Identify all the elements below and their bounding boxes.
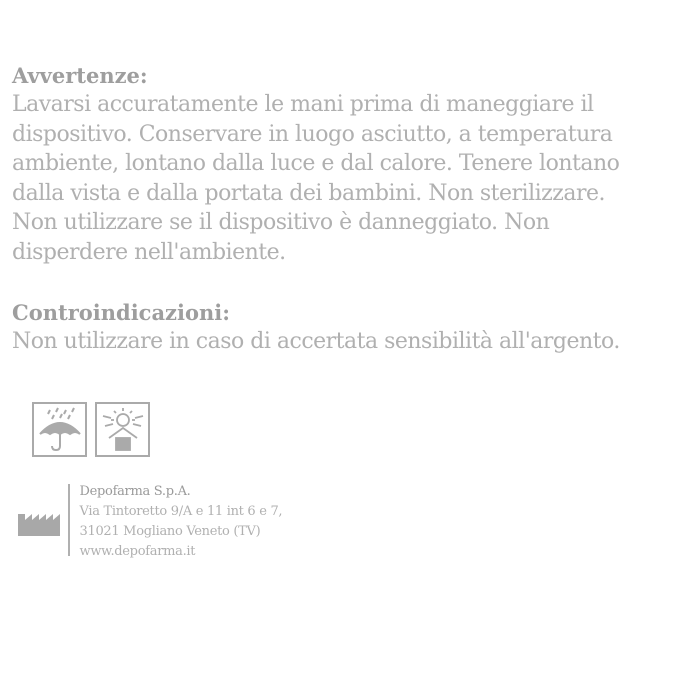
manufacturer-address-line1: Via Tintoretto 9/A e 11 int 6 e 7, xyxy=(79,504,283,519)
warnings-line: Non utilizzare se il dispositivo è danneggiato. Non xyxy=(12,210,550,235)
warnings-section xyxy=(12,62,619,267)
warnings-line: dispositivo. Conservare in luogo asciutto, a temperatura xyxy=(12,121,613,147)
keep-dry-umbrella-icon xyxy=(32,402,87,457)
divider xyxy=(68,484,70,556)
storage-symbols xyxy=(32,402,150,457)
warnings-line: disperdere nell'ambiente. xyxy=(12,239,286,265)
contraindications-line: Non utilizzare in caso di accertata sensibilità all'argento. xyxy=(12,329,620,354)
manufacturer-factory-icon xyxy=(18,508,62,562)
warnings-line: ambiente, lontano dalla luce e dal calore. Tenere lontano xyxy=(12,151,620,176)
contraindications-heading: Controindicazioni: xyxy=(12,300,230,325)
warnings-line: dalla vista e dalla portata dei bambini. Non sterilizzare. xyxy=(12,180,605,206)
manufacturer-website: www.depofarma.it xyxy=(79,544,196,559)
warnings-line: Lavarsi accuratamente le mani prima di maneggiare il xyxy=(12,92,594,117)
keep-away-from-sunlight-icon xyxy=(95,402,150,457)
contraindications-section xyxy=(12,299,620,357)
manufacturer-name: Depofarma S.p.A. xyxy=(79,484,191,499)
manufacturer-address-line2: 31021 Mogliano Veneto (TV) xyxy=(79,524,261,539)
warnings-heading: Avvertenze: xyxy=(12,63,148,88)
manufacturer-block xyxy=(18,484,282,562)
